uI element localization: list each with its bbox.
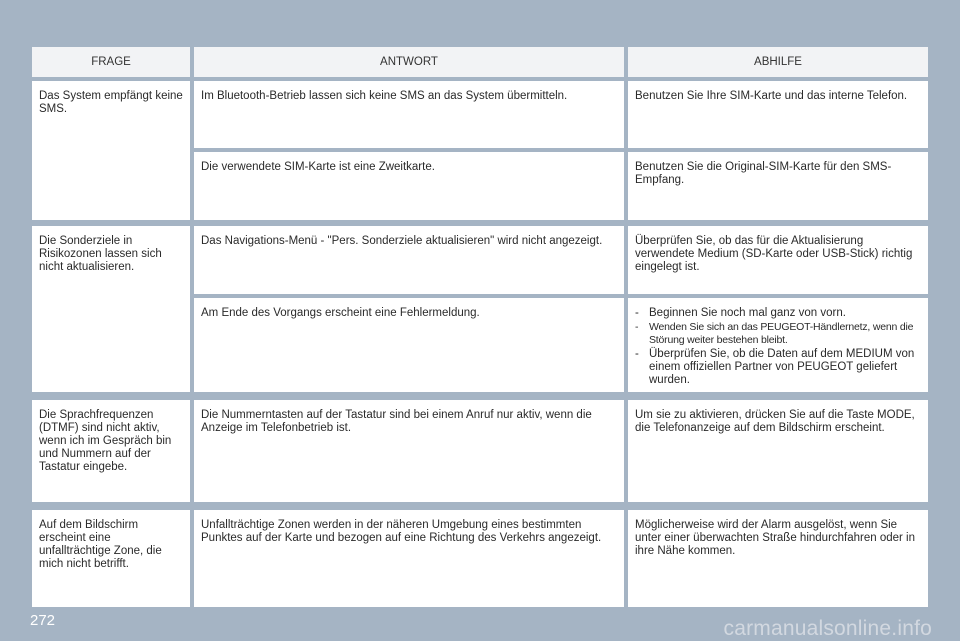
antwort-cell: Das Navigations-Menü - "Pers. Sonderziele aktualisieren" wird nicht angezeigt.	[194, 226, 624, 294]
abhilfe-cell: Überprüfen Sie, ob das für die Aktualisierung verwendete Medium (SD-Karte oder USB-Stick) richtig eingelegt ist.	[628, 226, 928, 294]
list-item: - Wenden Sie sich an das PEUGEOT-Händlernetz, wenn die Störung weiter bestehen bleibt.	[635, 321, 922, 347]
page-number: 272	[30, 612, 56, 629]
abhilfe-cell: Benutzen Sie die Original-SIM-Karte für den SMS-Empfang.	[628, 152, 928, 220]
frage-cell: Auf dem Bildschirm erscheint eine unfallträchtige Zone, die mich nicht betrifft.	[32, 510, 190, 607]
antwort-cell: Im Bluetooth-Betrieb lassen sich keine SMS an das System übermitteln.	[194, 81, 624, 148]
antwort-cell: Die Nummerntasten auf der Tastatur sind bei einem Anruf nur aktiv, wenn die Anzeige im Telefonbetrieb ist.	[194, 400, 624, 502]
frage-cell: Das System empfängt keine SMS.	[32, 81, 190, 220]
abhilfe-cell: Benutzen Sie Ihre SIM-Karte und das interne Telefon.	[628, 81, 928, 148]
abhilfe-cell: Um sie zu aktivieren, drücken Sie auf die Taste MODE, die Telefonanzeige auf dem Bildschirm erscheint.	[628, 400, 928, 502]
antwort-cell: Unfallträchtige Zonen werden in der näheren Umgebung eines bestimmten Punktes auf der Karte und bezogen auf eine Richtung des Verkehrs angezeigt.	[194, 510, 624, 607]
header-antwort: ANTWORT	[194, 47, 624, 77]
header-frage: FRAGE	[32, 47, 190, 77]
abhilfe-list-cell	[628, 298, 928, 392]
list-item: - Beginnen Sie noch mal ganz von vorn.	[635, 307, 922, 320]
list-item: - Überprüfen Sie, ob die Daten auf dem MEDIUM von einem offiziellen Partner von PEUGEOT geliefert wurden.	[635, 348, 922, 387]
frage-cell: Die Sprachfrequenzen (DTMF) sind nicht aktiv, wenn ich im Gespräch bin und Nummern auf der Tastatur eingebe.	[32, 400, 190, 502]
frage-cell: Die Sonderziele in Risikozonen lassen sich nicht aktualisieren.	[32, 226, 190, 392]
antwort-cell: Die verwendete SIM-Karte ist eine Zweitkarte.	[194, 152, 624, 220]
header-abhilfe: ABHILFE	[628, 47, 928, 77]
antwort-cell: Am Ende des Vorgangs erscheint eine Fehlermeldung.	[194, 298, 624, 392]
abhilfe-cell: Möglicherweise wird der Alarm ausgelöst, wenn Sie unter einer überwachten Straße hindurchfahren oder in ihre Nähe kommen.	[628, 510, 928, 607]
abhilfe-list	[635, 307, 922, 387]
watermark: carmanualsonline.info	[723, 617, 932, 640]
